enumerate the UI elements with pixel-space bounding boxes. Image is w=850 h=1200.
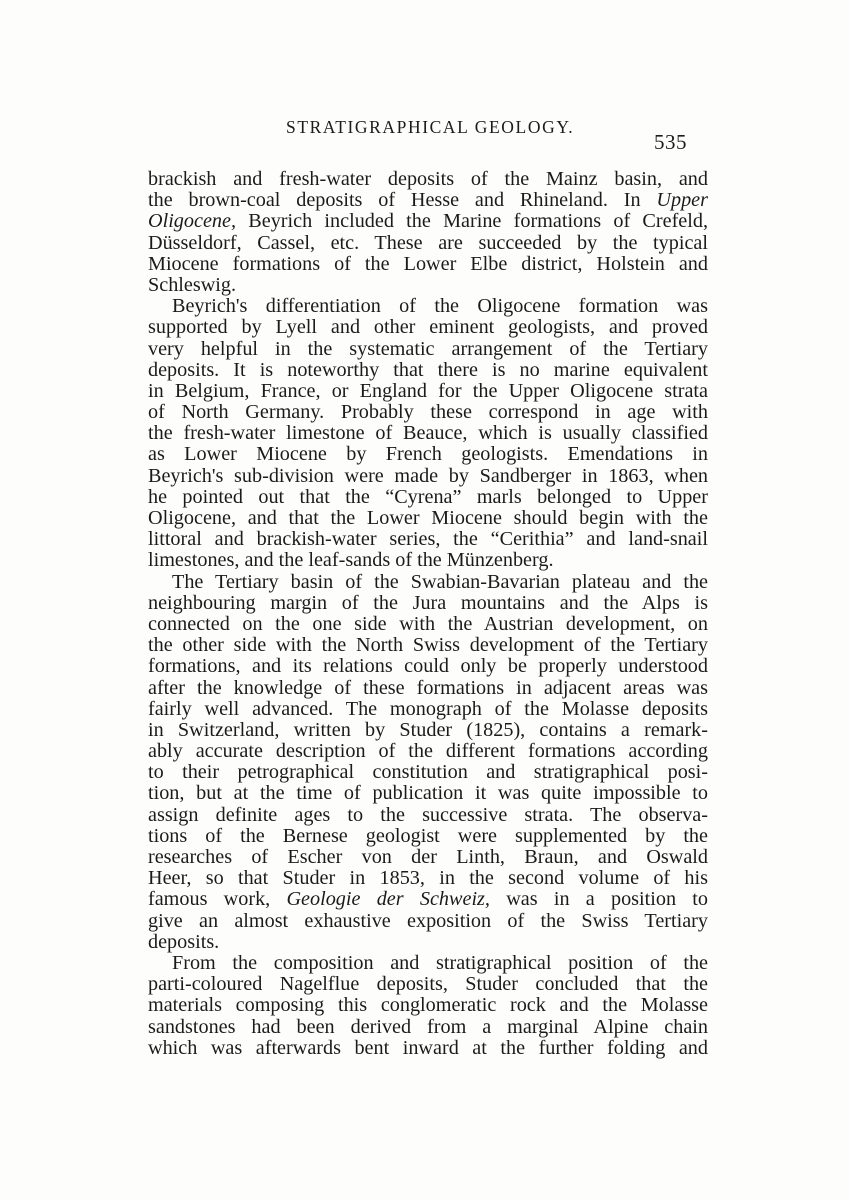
running-title: STRATIGRAPHICAL GEOLOGY. xyxy=(286,117,575,137)
italic-term-oligocene: Oligocene, xyxy=(148,210,237,233)
text-line: brackish and fresh-water deposits of the Mainz basin, and xyxy=(148,168,708,190)
italic-book-title: Geologie der Schweiz, xyxy=(286,888,490,911)
text-line: give an almost exhaustive exposition of the Swiss Tertiary xyxy=(148,909,708,932)
text-line xyxy=(148,889,708,910)
text-line: neighbouring margin of the Jura mountains and the Alps is xyxy=(148,591,708,614)
text-line: ably accurate description of the different formations according xyxy=(148,740,708,763)
text-line: littoral and brackish-water series, the “Cerithia” and land-snail xyxy=(148,528,708,551)
paragraph-start-line: From the composition and stratigraphical position of the xyxy=(172,951,708,974)
line-text: was in a position to xyxy=(506,888,708,911)
line-text: Beyrich included the Marine formations of Crefeld, xyxy=(248,210,708,233)
text-line: sandstones had been derived from a marginal Alpine chain xyxy=(148,1015,708,1038)
text-line: as Lower Miocene by French geologists. Emendations in xyxy=(148,443,708,466)
text-line: assign definite ages to the successive strata. The observa- xyxy=(148,803,708,826)
text-line: very helpful in the systematic arrangement of the Tertiary xyxy=(148,337,708,360)
text-line xyxy=(148,211,708,232)
line-text: the brown-coal deposits of Hesse and Rhineland. In xyxy=(148,189,641,212)
text-line: researches of Escher von der Linth, Braun, and Oswald xyxy=(148,846,708,868)
body-text xyxy=(148,169,708,1059)
text-line: Heer, so that Studer in 1853, in the second volume of his xyxy=(148,867,708,890)
text-line: in Switzerland, written by Studer (1825), contains a remark- xyxy=(148,718,708,741)
text-line: fairly well advanced. The monograph of the Molasse deposits xyxy=(148,697,708,720)
text-line: tion, but at the time of publication it was quite impossible to xyxy=(148,782,708,805)
text-line: of North Germany. Probably these correspond in age with xyxy=(148,401,708,424)
text-line: parti-coloured Nagelflue deposits, Studer concluded that the xyxy=(148,973,708,996)
paragraph-start-line: Beyrich's differentiation of the Oligocene formation was xyxy=(172,295,708,318)
text-line: tions of the Bernese geologist were supplemented by the xyxy=(148,824,708,847)
text-line: materials composing this conglomeratic rock and the Molasse xyxy=(148,994,708,1017)
text-line: formations, and its relations could only be properly understood xyxy=(148,655,708,678)
text-line: to their petrographical constitution and stratigraphical posi- xyxy=(148,761,708,784)
text-line: deposits. It is noteworthy that there is no marine equivalent xyxy=(148,358,708,381)
paragraph-start-line: The Tertiary basin of the Swabian-Bavarian plateau and the xyxy=(172,570,708,593)
text-line: which was afterwards bent inward at the further folding and xyxy=(148,1036,708,1059)
text-line: connected on the one side with the Austrian development, on xyxy=(148,612,708,635)
line-text: famous work, xyxy=(148,888,271,911)
text-line: Beyrich's sub-division were made by Sandberger in 1863, when xyxy=(148,464,708,487)
text-line: limestones, and the leaf-sands of the Münzenberg. xyxy=(148,549,554,572)
text-line: Oligocene, and that the Lower Miocene should begin with the xyxy=(148,507,708,529)
page-number: 535 xyxy=(654,130,687,154)
text-line: Düsseldorf, Cassel, etc. These are succeeded by the typical xyxy=(148,231,708,254)
text-line: the fresh-water limestone of Beauce, which is usually classified xyxy=(148,422,708,445)
text-line xyxy=(148,190,708,211)
text-line: supported by Lyell and other eminent geologists, and proved xyxy=(148,316,708,339)
text-line: after the knowledge of these formations in adjacent areas was xyxy=(148,676,708,699)
text-line: deposits. xyxy=(148,930,220,953)
text-line: Schleswig. xyxy=(148,273,237,296)
text-line: in Belgium, France, or England for the Upper Oligocene strata xyxy=(148,379,708,402)
text-line: he pointed out that the “Cyrena” marls belonged to Upper xyxy=(148,485,708,508)
text-line: the other side with the North Swiss development of the Tertiary xyxy=(148,634,708,657)
text-line: Miocene formations of the Lower Elbe district, Holstein and xyxy=(148,252,708,275)
italic-term-upper: Upper xyxy=(656,189,708,212)
